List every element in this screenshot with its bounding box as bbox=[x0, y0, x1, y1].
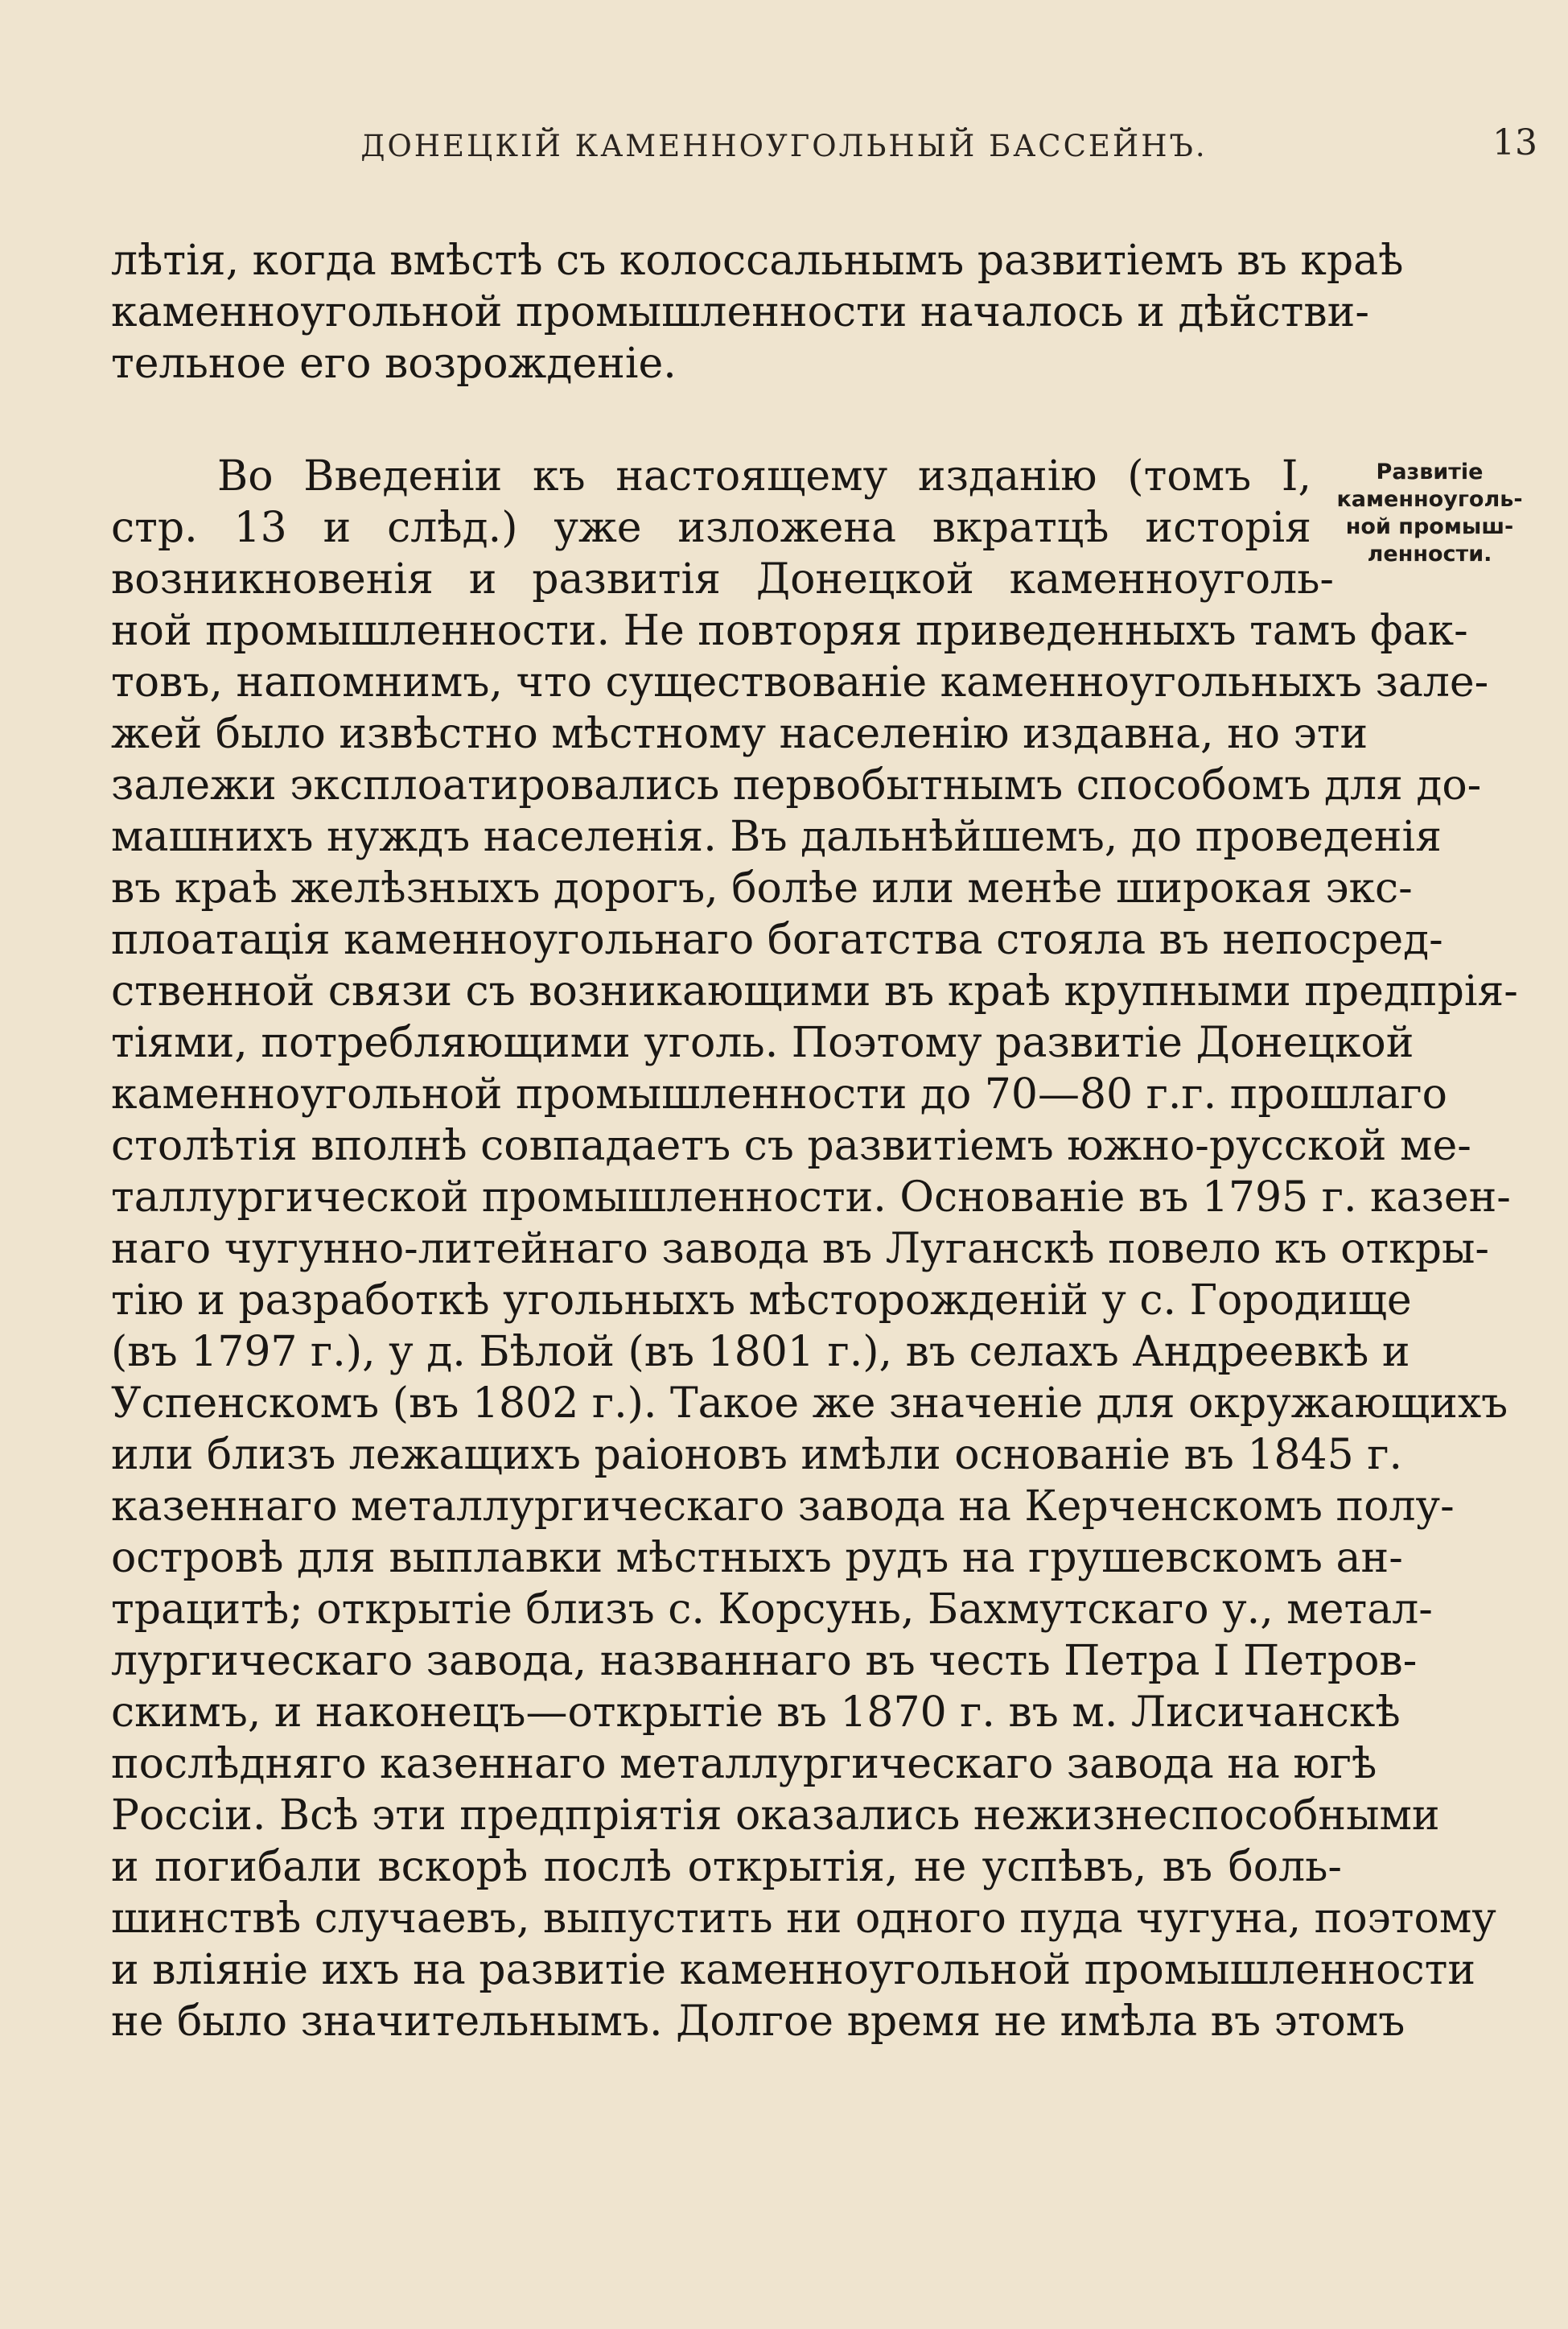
text-line: тію и разработкѣ угольныхъ мѣсторожденій у с. Городище bbox=[111, 1276, 1412, 1325]
text-line: ной промышленности. Не повторяя приведенныхъ тамъ фак- bbox=[111, 607, 1468, 655]
text-line: послѣдняго казеннаго металлургическаго завода на югѣ bbox=[111, 1740, 1377, 1788]
running-title: ДОНЕЦКІЙ КАМЕННОУГОЛЬНЫЙ БАССЕЙНЪ. bbox=[360, 129, 1208, 163]
text-line: и погибали вскорѣ послѣ открытія, не успѣвъ, въ боль- bbox=[111, 1843, 1342, 1891]
text-line: столѣтія вполнѣ совпадаетъ съ развитіемъ южно-русской ме- bbox=[111, 1122, 1471, 1170]
text-line: машнихъ нуждъ населенія. Въ дальнѣйшемъ, до проведенія bbox=[111, 813, 1442, 861]
text-line: Во Введеніи къ настоящему изданію (томъ I, bbox=[217, 452, 1311, 501]
text-line: въ краѣ желѣзныхъ дорогъ, болѣе или менѣе широкая экс- bbox=[111, 864, 1413, 913]
text-line: таллургической промышленности. Основаніе въ 1795 г. казен- bbox=[111, 1173, 1511, 1222]
text-line: островѣ для выплавки мѣстныхъ рудъ на грушевскомъ ан- bbox=[111, 1534, 1403, 1582]
text-line: наго чугунно-литейнаго завода въ Луганскѣ повело къ откры- bbox=[111, 1225, 1489, 1273]
margin-note-line: ной промыш- bbox=[1345, 514, 1514, 539]
text-line: Успенскомъ (въ 1802 г.). Такое же значеніе для окружающихъ bbox=[111, 1379, 1508, 1428]
text-line: тіями, потребляющими уголь. Поэтому развитіе Донецкой bbox=[111, 1019, 1414, 1067]
margin-note-line: ленности. bbox=[1367, 542, 1492, 567]
text-line: лургическаго завода, названнаго въ честь Петра I Петров- bbox=[111, 1637, 1418, 1685]
text-line: не было значительнымъ. Долгое время не имѣла въ этомъ bbox=[111, 1997, 1405, 2046]
text-line: товъ, напомнимъ, что существованіе каменноугольныхъ зале- bbox=[111, 658, 1489, 707]
text-line: и вліяніе ихъ на развитіе каменноугольной промышленности bbox=[111, 1946, 1475, 1994]
text-line: ственной связи съ возникающими въ краѣ крупными предпрія- bbox=[111, 967, 1518, 1016]
margin-note-line: Развитіе bbox=[1376, 460, 1484, 484]
text-line: жей было извѣстно мѣстному населенію издавна, но эти bbox=[111, 710, 1368, 758]
text-line: залежи эксплоатировались первобытнымъ способомъ для до- bbox=[111, 761, 1482, 810]
text-line: шинствѣ случаевъ, выпустить ни одного пуда чугуна, поэтому bbox=[111, 1894, 1496, 1943]
margin-note bbox=[1329, 459, 1530, 568]
paragraph-continuation bbox=[111, 235, 1404, 390]
margin-note-line: каменноуголь- bbox=[1336, 487, 1523, 512]
text-line: каменноугольной промышленности до 70—80 г.г. прошлаго bbox=[111, 1070, 1447, 1119]
text-line: возникновенія и развитія Донецкой каменноуголь- bbox=[111, 555, 1334, 604]
text-line: стр. 13 и слѣд.) уже изложена вкратцѣ исторія bbox=[111, 504, 1311, 552]
text-line: тельное его возрожденіе. bbox=[111, 340, 677, 388]
text-line: лѣтія, когда вмѣстѣ съ колоссальнымъ развитіемъ въ краѣ bbox=[111, 237, 1404, 285]
text-line: Россіи. Всѣ эти предпріятія оказались нежизнеспособными bbox=[111, 1791, 1440, 1840]
text-line: скимъ, и наконецъ—открытіе въ 1870 г. въ м. Лисичанскѣ bbox=[111, 1688, 1401, 1737]
text-line: трацитѣ; открытіе близъ с. Корсунь, Бахмутскаго у., метал- bbox=[111, 1585, 1433, 1634]
paragraph-main bbox=[111, 451, 1518, 2047]
text-line: казеннаго металлургическаго завода на Керченскомъ полу- bbox=[111, 1482, 1455, 1531]
running-head bbox=[0, 122, 1568, 177]
page-number: 13 bbox=[1492, 122, 1537, 163]
text-line: каменноугольной промышленности началось и дѣйстви- bbox=[111, 288, 1369, 336]
text-line: плоатація каменноугольнаго богатства стояла въ непосред- bbox=[111, 916, 1443, 964]
text-line: или близъ лежащихъ раіоновъ имѣли основаніе въ 1845 г. bbox=[111, 1431, 1402, 1479]
text-line: (въ 1797 г.), у д. Бѣлой (въ 1801 г.), въ селахъ Андреевкѣ и bbox=[111, 1328, 1410, 1376]
